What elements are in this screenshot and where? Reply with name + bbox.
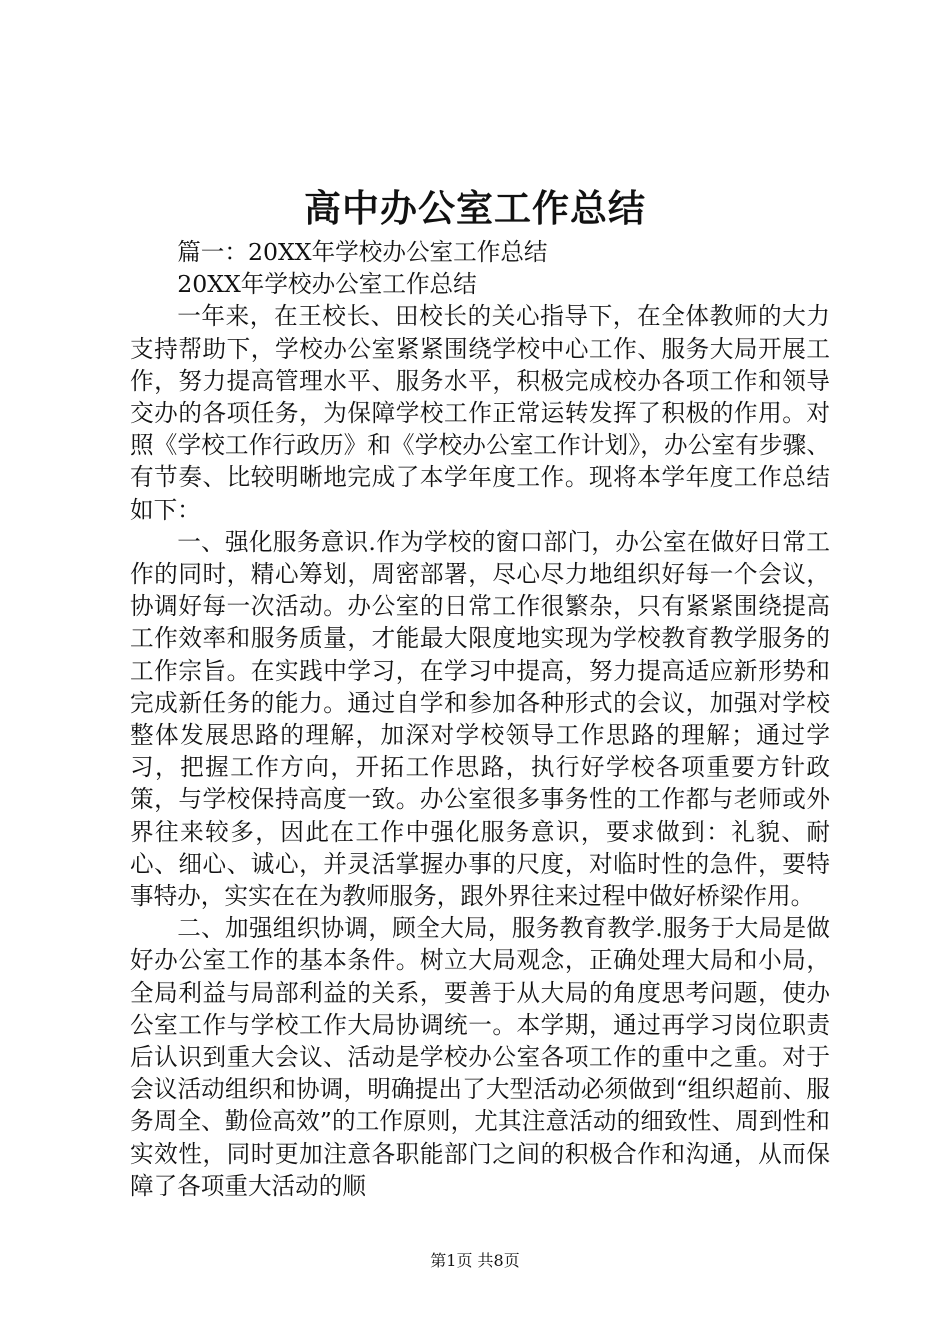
body-paragraph: 一年来，在王校长、田校长的关心指导下，在全体教师的大力支持帮助下，学校办公室紧紧围绕学校中心工作、服务大局开展工作，努力提高管理水平、服务水平，积极完成校办各项工作和领导交办的各项任务，为保障学校工作正常运转发挥了积极的作用。对照《学校工作行政历》和《学校办公室工作计划》，办公室有步骤、有节奏、比较明晰地完成了本学年度工作。现将本学年度工作总结如下： bbox=[130, 302, 830, 524]
body-paragraph: 一、强化服务意识.作为学校的窗口部门，办公室在做好日常工作的同时，精心筹划，周密部署，尽心尽力地组织好每一个会议，协调好每一次活动。办公室的日常工作很繁杂，只有紧紧围绕提高工作效率和服务质量，才能最大限度地实现为学校教育教学服务的工作宗旨。在实践中学习，在学习中提高，努力提高适应新形势和完成新任务的能力。通过自学和参加各种形式的会议，加强对学校整体发展思路的理解，加深对学校领导工作思路的理解；通过学习，把握工作方向，开拓工作思路，执行好学校各项重要方针政策，与学校保持高度一致。办公室很多事务性的工作都与老师或外界往来较多，因此在工作中强化服务意识，要求做到：礼貌、耐心、细心、诚心，并灵活掌握办事的尺度，对临时性的急件，要特事特办，实实在在为教师服务，跟外界往来过程中做好桥梁作用。 bbox=[130, 527, 830, 911]
document-body bbox=[130, 236, 830, 1202]
section-heading: 篇一：20XX年学校办公室工作总结 bbox=[177, 238, 548, 266]
document-title: 高中办公室工作总结 bbox=[304, 186, 646, 230]
page-number: 第1页 共8页 bbox=[430, 1251, 520, 1270]
body-paragraph: 二、加强组织协调，顾全大局，服务教育教学.服务于大局是做好办公室工作的基本条件。树立大局观念，正确处理大局和小局，全局利益与局部利益的关系，要善于从大局的角度思考问题，使办公室工作与学校工作大局协调统一。本学期，通过再学习岗位职责后认识到重大会议、活动是学校办公室各项工作的重中之重。对于会议活动组织和协调，明确提出了大型活动必须做到“组织超前、服务周全、勤俭高效”的工作原则，尤其注意活动的细致性、周到性和实效性，同时更加注意各职能部门之间的积极合作和沟通，从而保障了各项重大活动的顺 bbox=[130, 914, 830, 1200]
subsection-heading: 20XX年学校办公室工作总结 bbox=[177, 270, 477, 299]
